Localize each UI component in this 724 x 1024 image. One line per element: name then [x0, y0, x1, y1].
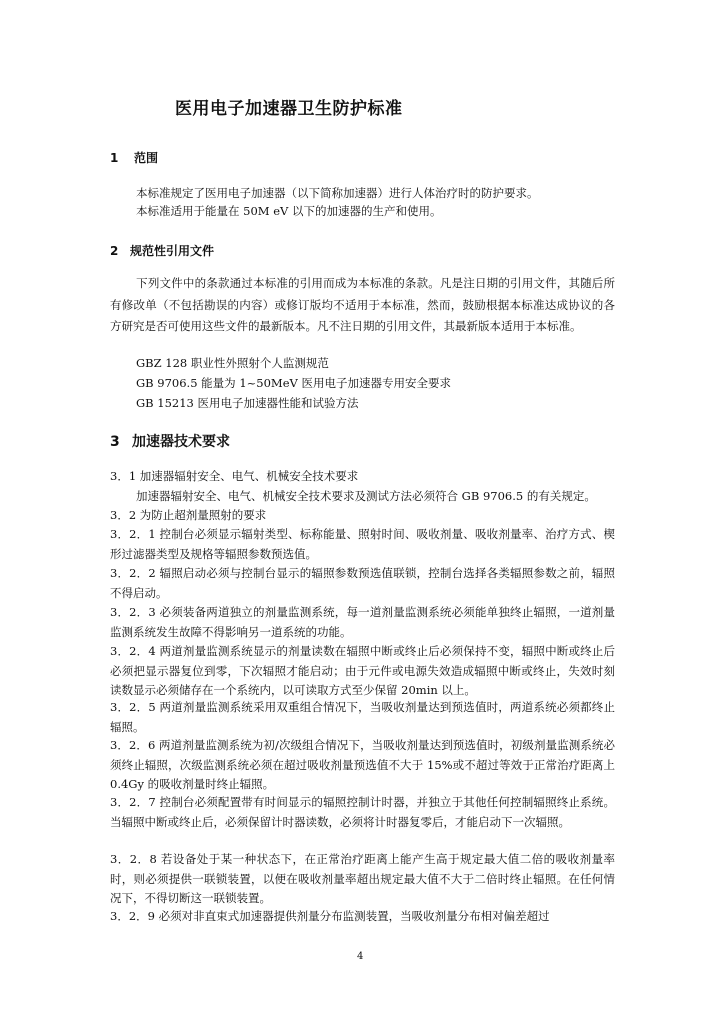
- clause-3-2-6: 3．2．6 两道剂量监测系统为初/次级组合情况下，当吸收剂量达到预选值时，初级剂量监测系统必须终止辐照，次级监测系统必须在超过吸收剂量预选值不大于 15%或不超过等效于正常治疗距离上 0.4Gy 的吸收剂量时终止辐照。: [110, 738, 615, 792]
- section-2-paragraph: [110, 273, 615, 338]
- section-3-heading: [110, 431, 230, 451]
- clause-3-2-7: 3．2．7 控制台必须配置带有时间显示的辐照控制计时器，并独立于其他任何控制辐照终止系统。当辐照中断或终止后，必须保留计时器读数，必须将计时器复零后，才能启动下一次辐照。: [110, 795, 615, 829]
- reference-list: [136, 353, 451, 413]
- section-2-paragraph-text: 下列文件中的条款通过本标准的引用而成为本标准的条款。凡是注日期的引用文件，其随后所有修改单（不包括勘误的内容）或修订版均不适用于本标准，然而，鼓励根据本标准达成协议的各方研究是否可使用这些文件的最新版本。凡不注日期的引用文件，其最新版本适用于本标准。: [110, 276, 615, 333]
- clause-3-2-3: 3．2．3 必须装备两道独立的剂量监测系统，每一道剂量监测系统必须能单独终止辐照，一道剂量监测系统发生故障不得影响另一道系统的功能。: [110, 605, 615, 639]
- reference-item: GB 9706.5 能量为 1~50MeV 医用电子加速器专用安全要求: [136, 376, 451, 390]
- section-3-number: 3: [110, 434, 120, 450]
- clause-3-2-heading: 3．2 为防止超剂量照射的要求: [110, 508, 267, 522]
- clause-3-2-5: 3．2．5 两道剂量监测系统采用双重组合情况下，当吸收剂量达到预选值时，两道系统必须都终止辐照。: [110, 700, 615, 734]
- clause-3-1-heading: 3．1 加速器辐射安全、电气、机械安全技术要求: [110, 469, 359, 483]
- section-1-title: 范围: [134, 151, 159, 165]
- page-number: 4: [357, 951, 364, 962]
- section-2-title: 规范性引用文件: [130, 244, 215, 258]
- section-1-number: 1: [110, 151, 119, 165]
- reference-item: GB 15213 医用电子加速器性能和试验方法: [136, 396, 359, 410]
- clause-3-2-2: 3．2．2 辐照启动必须与控制台显示的辐照参数预选值联锁，控制台选择各类辐照参数之前，辐照不得启动。: [110, 566, 615, 600]
- section-1-line-2: 本标准适用于能量在 50M eV 以下的加速器的生产和使用。: [136, 204, 442, 218]
- clause-3-2-4: 3．2．4 两道剂量监测系统显示的剂量读数在辐照中断或终止后必须保持不变，辐照中断或终止后必须把显示器复位到零，下次辐照才能启动；由于元件或电源失效造成辐照中断或终止，失效时刻读数显示必须储存在一个系统内，以可读取方式至少保留 20min 以上。: [110, 644, 615, 698]
- section-1-heading: [110, 149, 158, 166]
- reference-item: GBZ 128 职业性外照射个人监测规范: [136, 356, 329, 370]
- document-title: 医用电子加速器卫生防护标准: [175, 99, 403, 119]
- clause-3-2-9: 3．2．9 必须对非直束式加速器提供剂量分布监测装置，当吸收剂量分布相对偏差超过: [110, 909, 550, 923]
- section-2-number: 2: [110, 244, 119, 258]
- clause-3-2-8: 3．2．8 若设备处于某一种状态下，在正常治疗距离上能产生高于规定最大值二倍的吸收剂量率时，则必须提供一联锁装置，以便在吸收剂量率超出规定最大值不大于二倍时终止辐照。在任何情况下，不得切断这一联锁装置。: [110, 852, 615, 906]
- section-3-title: 加速器技术要求: [132, 434, 230, 450]
- clause-3-2-1: 3．2．1 控制台必须显示辐射类型、标称能量、照射时间、吸收剂量、吸收剂量率、治疗方式、楔形过滤器类型及规格等辐照参数预选值。: [110, 527, 615, 561]
- section-1-line-1: 本标准规定了医用电子加速器（以下简称加速器）进行人体治疗时的防护要求。: [136, 186, 539, 200]
- section-2-heading: [110, 242, 214, 259]
- clause-3-1-text: 加速器辐射安全、电气、机械安全技术要求及测试方法必须符合 GB 9706.5 的有关规定。: [136, 489, 596, 503]
